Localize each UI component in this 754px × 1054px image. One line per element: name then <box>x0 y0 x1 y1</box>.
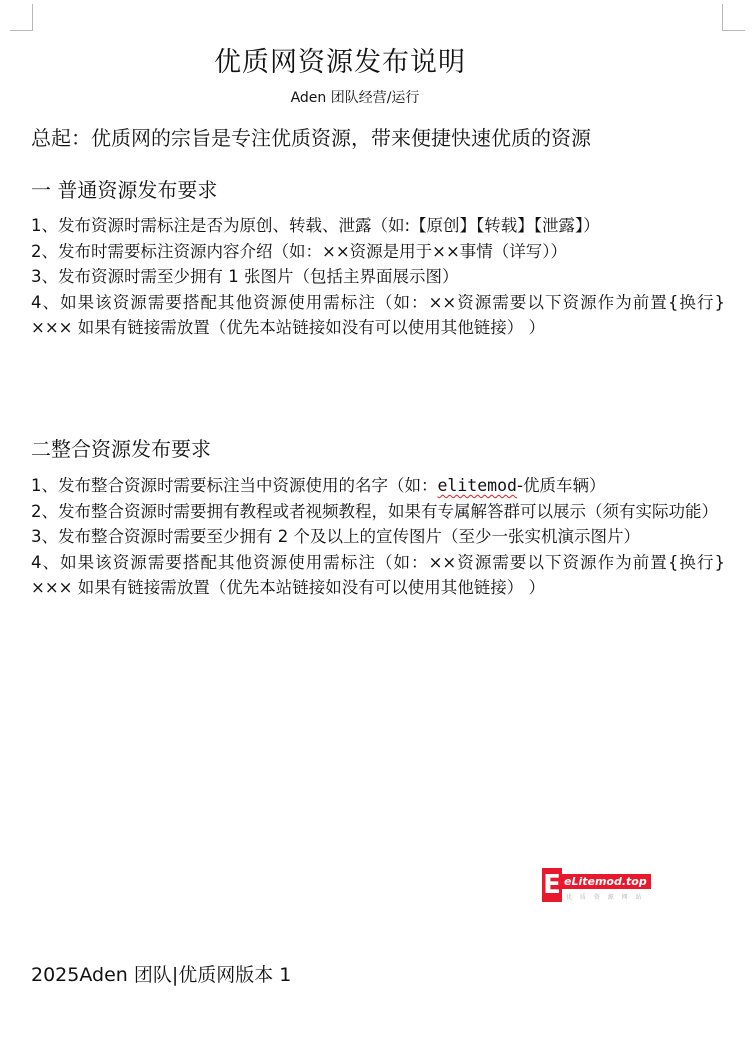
section-list-normal-resources <box>31 213 725 341</box>
document-title: 优质网资源发布说明 <box>214 47 466 78</box>
list-item: 3、发布整合资源时需要至少拥有 2 个及以上的宣传图片（至少一张实机演示图片） <box>31 527 640 546</box>
list-item: 4、如果该资源需要搭配其他资源使用需标注（如：××资源需要以下资源作为前置{换行}××× 如果有链接需放置（优先本站链接如没有可以使用其他链接） ） <box>31 552 725 597</box>
document-subtitle: Aden 团队经营/运行 <box>290 90 420 106</box>
document-footer: 2025Aden 团队|优质网版本 1 <box>31 964 292 986</box>
section-heading-normal-resources: 一 普通资源发布要求 <box>31 178 218 202</box>
list-item: 2、发布时需要标注资源内容介绍（如：××资源是用于××事情（详写）） <box>31 241 568 261</box>
list-item: 4、如果该资源需要搭配其他资源使用需标注（如：××资源需要以下资源作为前置{换行}××× 如果有链接需放置（优先本站链接如没有可以使用其他链接） ） <box>31 292 725 337</box>
section-list-bundle-resources <box>31 473 725 601</box>
list-item <box>31 473 725 499</box>
list-item-text: -优质车辆） <box>516 476 606 495</box>
logo-tagline: 优 质 资 源 网 站 <box>566 894 645 901</box>
logo-text: eLitemod.top <box>562 874 651 889</box>
section-heading-bundle-resources: 二整合资源发布要求 <box>31 437 211 461</box>
list-item: 3、发布资源时需至少拥有 1 张图片（包括主界面展示图） <box>31 267 459 286</box>
page-corner-mark-right <box>722 4 745 31</box>
list-item: 2、发布整合资源时需要拥有教程或者视频教程，如果有专属解答群可以展示（须有实际功能） <box>31 501 718 521</box>
list-item-text: 1、发布整合资源时需要标注当中资源使用的名字（如： <box>31 476 438 495</box>
elitemod-logo <box>542 868 662 902</box>
spellcheck-underlined-word: elitemod <box>437 476 517 495</box>
page-corner-mark-left <box>10 4 33 31</box>
list-item: 1、发布资源时需标注是否为原创、转载、泄露（如:【原创】【转载】【泄露】） <box>31 216 600 235</box>
intro-paragraph: 总起：优质网的宗旨是专注优质资源，带来便捷快速优质的资源 <box>31 126 591 150</box>
logo-badge: E <box>543 870 561 900</box>
